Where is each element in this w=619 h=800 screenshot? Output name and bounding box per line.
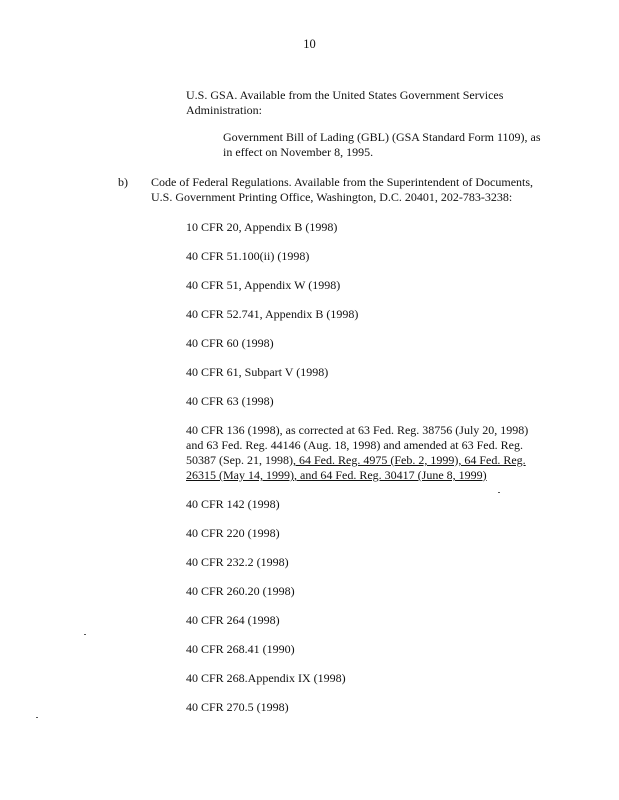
cfr-136-line-2: and 63 Fed. Reg. 44146 (Aug. 18, 1998) and amended at 63 Fed. Reg. [186, 438, 523, 452]
cfr-reference-list [186, 220, 528, 729]
cfr-136-line-1: 40 CFR 136 (1998), as corrected at 63 Fed. Reg. 38756 (July 20, 1998) [186, 423, 529, 437]
cfr-item: 40 CFR 268.Appendix IX (1998) [186, 671, 346, 685]
cfr-136-amendment-text: 26315 (May 14, 1999) [186, 468, 294, 482]
gbl-line-2: in effect on November 8, 1995. [223, 145, 374, 159]
cfr-item: 40 CFR 220 (1998) [186, 526, 280, 540]
cfr-item: 40 CFR 52.741, Appendix B (1998) [186, 307, 359, 321]
gsa-line-2: Administration: [186, 103, 262, 117]
cfr-item: 40 CFR 232.2 (1998) [186, 555, 289, 569]
cfr-item: 40 CFR 142 (1998) [186, 497, 280, 511]
cfr-136-amendment-text: , and 64 Fed. Reg. 30417 (June 8, 1999) [294, 468, 487, 482]
page-number: 10 [303, 37, 316, 51]
cfr-item: 40 CFR 63 (1998) [186, 394, 274, 408]
cfr-136-line-3 [186, 453, 528, 468]
cfr-item: 40 CFR 51, Appendix W (1998) [186, 278, 341, 292]
scan-speck [36, 717, 38, 718]
cfr-item-40-cfr-136 [186, 423, 528, 483]
cfr-item: 10 CFR 20, Appendix B (1998) [186, 220, 338, 234]
gbl-reference-paragraph [223, 130, 541, 160]
section-b-line-2: U.S. Government Printing Office, Washington, D.C. 20401, 202-783-3238: [151, 190, 513, 204]
scan-speck [84, 634, 86, 635]
cfr-item: 40 CFR 270.5 (1998) [186, 700, 289, 714]
cfr-136-amendment-text: , 64 Fed. Reg. 4975 (Feb. 2, 1999), 64 Fed. Reg. [293, 453, 526, 467]
gsa-source-paragraph [186, 88, 503, 118]
cfr-item: 40 CFR 60 (1998) [186, 336, 274, 350]
scan-speck [498, 492, 500, 493]
cfr-item: 40 CFR 264 (1998) [186, 613, 280, 627]
cfr-item: 40 CFR 268.41 (1990) [186, 642, 295, 656]
cfr-136-line-3-plain: 50387 (Sep. 21, 1998) [186, 453, 293, 467]
cfr-item: 40 CFR 260.20 (1998) [186, 584, 295, 598]
cfr-item: 40 CFR 61, Subpart V (1998) [186, 365, 329, 379]
section-b-paragraph [151, 175, 533, 205]
gsa-line-1: U.S. GSA. Available from the United States Government Services [186, 88, 504, 102]
section-b-label: b) [118, 175, 128, 189]
cfr-item: 40 CFR 51.100(ii) (1998) [186, 249, 310, 263]
cfr-136-line-4 [186, 468, 528, 483]
section-b-line-1: Code of Federal Regulations. Available from the Superintendent of Documents, [151, 175, 534, 189]
gbl-line-1: Government Bill of Lading (GBL) (GSA Standard Form 1109), as [223, 130, 541, 144]
